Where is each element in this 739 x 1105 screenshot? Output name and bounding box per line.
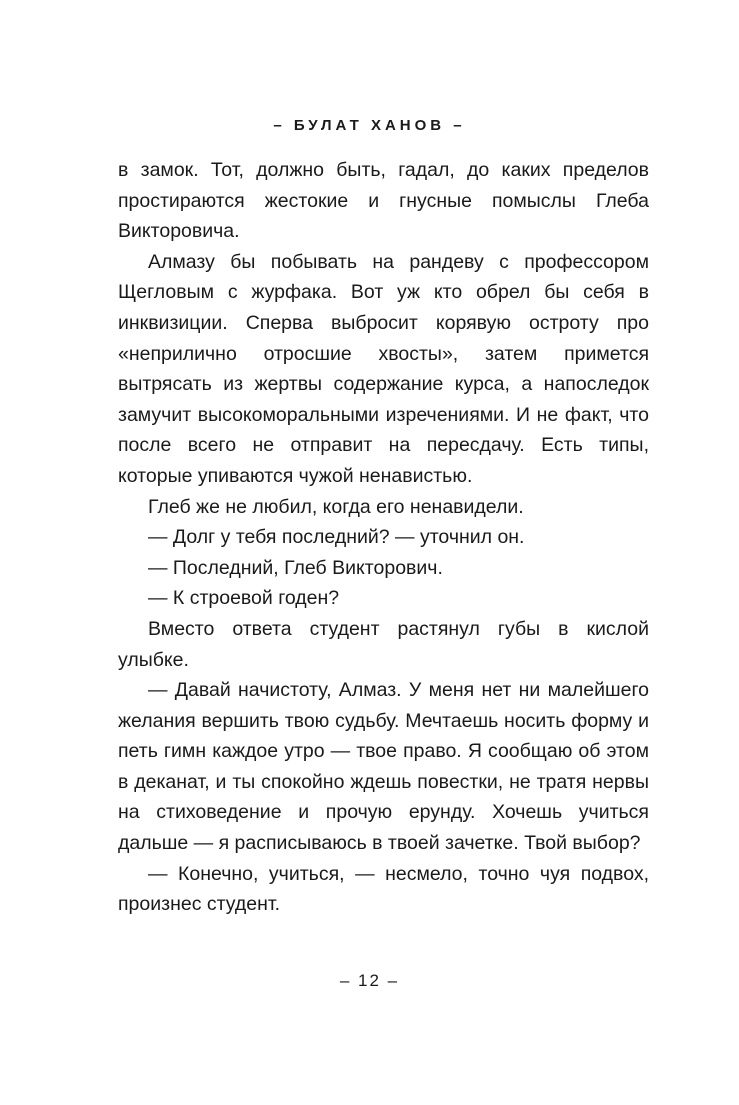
paragraph-5: — Последний, Глеб Викторович. [148, 556, 443, 579]
paragraph-2: Алмазу бы побывать на рандеву с профессором Щегловым с журфака. Вот уж кто обрел бы себя в инквизиции. Сперва выбросит корявую остроту про «неприлично отросшие хвосты», затем примется вытрясать из жертвы содержание курса, а напоследок замучит высокоморальными изречениями. И не факт, что после всего не отправит на пересдачу. Есть типы, которые упиваются чужой ненавистью. [118, 250, 649, 487]
paragraph-3: Глеб же не любил, когда его ненавидели. [148, 495, 524, 518]
page-number: – 12 – [339, 971, 400, 990]
paragraph-7: Вместо ответа студент растянул губы в кислой улыбке. [118, 617, 649, 671]
paragraph-8: — Давай начистоту, Алмаз. У меня нет ни малейшего желания вершить твою судьбу. Мечтаешь носить форму и петь гимн каждое утро — твое право. Я сообщаю об этом в деканат, и ты спокойно ждешь повестки, не тратя нервы на стиховедение и прочую ерунду. Хочешь учиться дальше — я расписываюсь в твоей зачетке. Твой выбор? [118, 679, 649, 855]
running-header: – БУЛАТ ХАНОВ – [273, 117, 466, 134]
paragraph-4: — Долг у тебя последний? — уточнил он. [148, 526, 525, 549]
paragraph-1: в замок. Тот, должно быть, гадал, до каких пределов простираются жестокие и гнусные помыслы Глеба Викторовича. [118, 159, 649, 243]
paragraph-6: — К строевой годен? [148, 587, 340, 610]
paragraph-9: — Конечно, учиться, — несмело, точно чуя подвох, произнес студент. [118, 862, 649, 916]
page-body-text [118, 155, 649, 920]
